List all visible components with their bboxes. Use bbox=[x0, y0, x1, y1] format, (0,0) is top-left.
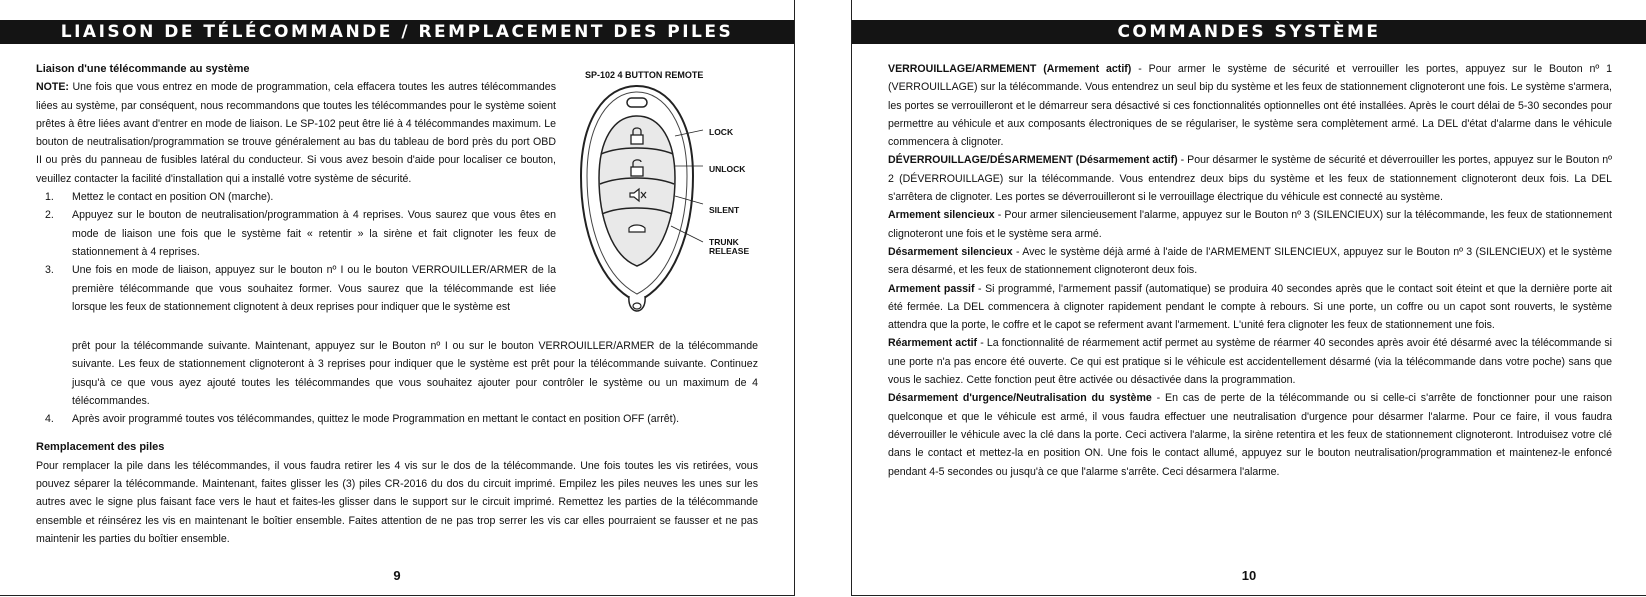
step-text: prêt pour la télécommande suivante. Maintenant, appuyez sur le Bouton nº I ou sur le bouton VERROUILLER/ARMER de la télécommande suivante. Les feux de stationnement clignoteront à 3 reprises pour indiquer que le système est prêt pour la télécommande suivante. Continuez jusqu'à ce que vous ayez ajouté toutes les télécommandes que vous souhaitez ajouter pour contrôler le système ou un maximum de 4 télécommandes. bbox=[72, 340, 758, 407]
note-text: Une fois que vous entrez en mode de programmation, cela effacera toutes les autres télécommandes liées au système, par conséquent, nous recommandons que toutes les télécommandes pour le système soient prêtes à être liées avant d'entrer en mode de liaison. Le SP-102 peut être lié à 4 télécommandes maximum. Le bouton de neutralisation/programmation se trouve généralement au bas du tableau de bord près du port OBD II ou près du panneau de fusibles latéral du conducteur. Si vous avez besoin d'aide pour localiser ce bouton, veuillez contacter la facilité d'installation qui a installé votre système de sécurité. bbox=[36, 81, 556, 185]
paragraph-rearm bbox=[888, 334, 1612, 389]
left-banner: LIAISON DE TÉLÉCOMMANDE / REMPLACEMENT DES PILES bbox=[0, 20, 794, 44]
step-item-continued bbox=[36, 337, 758, 410]
page-number-left: 9 bbox=[393, 568, 401, 583]
step-number: 4. bbox=[45, 413, 54, 426]
step-text: Après avoir programmé toutes vos télécommandes, quittez le mode Programmation en mettant le contact en position OFF (arrêt). bbox=[72, 413, 680, 426]
paragraph-text: - Pour désarmer le système de sécurité et déverrouiller les portes, appuyez sur le Bouton nº 2 (DÉVERROUILLAGE) sur la télécommande. Vous entendrez deux bips du système et les feux de stationnement clignoteront deux fois. La DEL s'arrêtera de clignoter. Les portes se déverrouilleront si le verrouillage électrique du véhicule est connecté au système. bbox=[888, 154, 1612, 204]
paragraph-arm bbox=[888, 60, 1612, 151]
steps-list-continued bbox=[36, 337, 758, 428]
paragraph-emergency bbox=[888, 389, 1612, 480]
paragraph-label: Réarmement actif bbox=[888, 337, 978, 350]
paragraph-text: - En cas de perte de la télécommande ou si celle-ci s'arrête de fonctionner pour une raison quelconque et que le véhicule est armé, il vous faudra effectuer une neutralisation d'urgence pour désarmer l'alarme. Pour ce faire, il vous faudra déverrouiller le véhicule avec la clé dans la porte. Ceci activera l'alarme, la sirène retentira et les feux de stationnement clignoteront. Introduisez votre clé dans le contact et mettez-la en position ON. Une fois le contact allumé, appuyez sur le bouton neutralisation/programmation et maintenez-le enfoncé pendant 4-5 secondes ou jusqu'à ce que l'alarme s'arrête. Ceci désarmera l'alarme. bbox=[888, 392, 1612, 478]
paragraph-text: - La fonctionnalité de réarmement actif permet au système de réarmer 40 secondes après avoir été désarmé avec la télécommande si une porte n'a pas encore été ouverte. Ce qui est pratique si le véhicule est accidentellement désarmé (via la télécommande dans votre poche) sans que vous le sachiez. Cette fonction peut être activée ou désactivée dans la programmation. bbox=[888, 337, 1613, 387]
step-number: 1. bbox=[45, 191, 54, 204]
trunk-release-button-label: TRUNK RELEASE bbox=[709, 237, 750, 256]
remote-title: SP-102 4 BUTTON REMOTE bbox=[585, 70, 704, 80]
unlock-button-label: UNLOCK bbox=[709, 164, 746, 174]
paragraph-label: Armement silencieux bbox=[888, 209, 995, 222]
step-number: 3. bbox=[45, 264, 54, 277]
section2-text: Pour remplacer la pile dans les télécommandes, il vous faudra retirer les 4 vis sur le dos de la télécommande. Une fois toutes les vis retirées, vous pouvez séparer la télécommande. Maintenant, faites glisser les (3) piles CR-2016 du dos du circuit imprimé. Empilez les piles neuves les unes sur les autres avec le signe plus faisant face vers le haut et faites-les glisser dans le support sur le circuit imprimé. Remettez les parties de la télécommande ensemble et réinsérez les vis en maintenant le boîtier ensemble. Faites attention de ne pas trop serrer les vis car elles pourraient se fausser et ne pas maintenir les parties du boîtier ensemble. bbox=[36, 459, 758, 545]
right-text bbox=[888, 60, 1612, 481]
left-lower-text bbox=[36, 337, 758, 548]
silent-button-label: SILENT bbox=[709, 205, 740, 215]
paragraph-passive-arm bbox=[888, 280, 1612, 335]
paragraph-label: DÉVERROUILLAGE/DÉSARMEMENT (Désarmement actif) bbox=[888, 154, 1178, 167]
step-item bbox=[36, 410, 758, 428]
steps-list bbox=[36, 188, 556, 316]
left-upper-text bbox=[36, 60, 556, 316]
step-text: Appuyez sur le bouton de neutralisation/programmation à 4 reprises. Vous saurez que vous êtes en mode de liaison une fois que le système fait « retentir » la sirène et fait clignoter les feux de stationnement à 4 reprises. bbox=[72, 209, 556, 258]
paragraph-text: - Pour armer le système de sécurité et verrouiller les portes, appuyez sur le Bouton nº 1 (VERROUILLAGE) sur la télécommande. Vous entendrez un seul bip du système et les feux de stationnement clignoteront une fois. Le système s'armera, les portes se verrouilleront et le démarreur sera désactivé si ces fonctionnalités optionnelles ont été installées. Après le court délai de 5-30 secondes pour permettre au véhicule et aux composants électroniques de se régulariser, le système sera complètement armé. La DEL d'état d'alarme dans le véhicule commencera à clignoter. bbox=[888, 63, 1613, 149]
paragraph-silent-arm bbox=[888, 206, 1612, 243]
paragraph-label: Désarmement silencieux bbox=[888, 245, 1013, 258]
step-text: Une fois en mode de liaison, appuyez sur le bouton nº I ou le bouton VERROUILLER/ARMER de la première télécommande que vous souhaitez former. Vous saurez que la télécommande est liée lorsque les feux de stationnement clignotent à deux reprises pour indiquer que le système est bbox=[72, 264, 556, 313]
paragraph-text: - Si programmé, l'armement passif (automatique) se produira 40 secondes après que le contact soit éteint et que la dernière porte ait été fermée. La DEL commencera à clignoter rapidement pendant le compte à rebours. Si une porte, un coffre ou un capot sont rouverts, le système attendra que la porte, le coffre et le capot se referment avant l'armement. L'unité fera clignoter les feux de stationnement une fois. bbox=[888, 282, 1612, 332]
paragraph-label: VERROUILLAGE/ARMEMENT (Armement actif) bbox=[888, 63, 1132, 75]
paragraph-text: - Avec le système déjà armé à l'aide de l'ARMEMENT SILENCIEUX, appuyez sur le Bouton nº 3 (SILENCIEUX) et le système sera désarmé, et les feux de stationnement clignoteront deux fois. bbox=[888, 245, 1612, 277]
trunk-icon bbox=[629, 225, 645, 232]
step-text: Mettez le contact en position ON (marche). bbox=[72, 191, 274, 204]
note-paragraph bbox=[36, 78, 556, 188]
paragraph-text: - Pour armer silencieusement l'alarme, appuyez sur le Bouton nº 3 (SILENCIEUX) sur la télécommande, les feux de stationnement clignoteront une fois et le système sera armé. bbox=[888, 209, 1612, 240]
paragraph-label: Désarmement d'urgence/Neutralisation du système bbox=[888, 392, 1152, 405]
step-item bbox=[36, 261, 556, 316]
step-item bbox=[36, 188, 556, 206]
step-item bbox=[36, 206, 556, 261]
right-page bbox=[851, 0, 1646, 596]
step-number: 2. bbox=[45, 209, 54, 222]
section1-heading: Liaison d'une télécommande au système bbox=[36, 63, 250, 75]
lock-button-label: LOCK bbox=[709, 127, 734, 137]
note-label: NOTE: bbox=[36, 81, 69, 94]
section2-heading: Remplacement des piles bbox=[36, 441, 165, 454]
left-page bbox=[0, 0, 795, 596]
page-number-right: 10 bbox=[1241, 568, 1257, 583]
right-banner: COMMANDES SYSTÈME bbox=[852, 20, 1646, 44]
remote-illustration bbox=[575, 66, 705, 316]
remote-diagram bbox=[575, 66, 775, 326]
paragraph-disarm bbox=[888, 151, 1612, 206]
paragraph-label: Armement passif bbox=[888, 282, 975, 295]
paragraph-silent-disarm bbox=[888, 243, 1612, 280]
